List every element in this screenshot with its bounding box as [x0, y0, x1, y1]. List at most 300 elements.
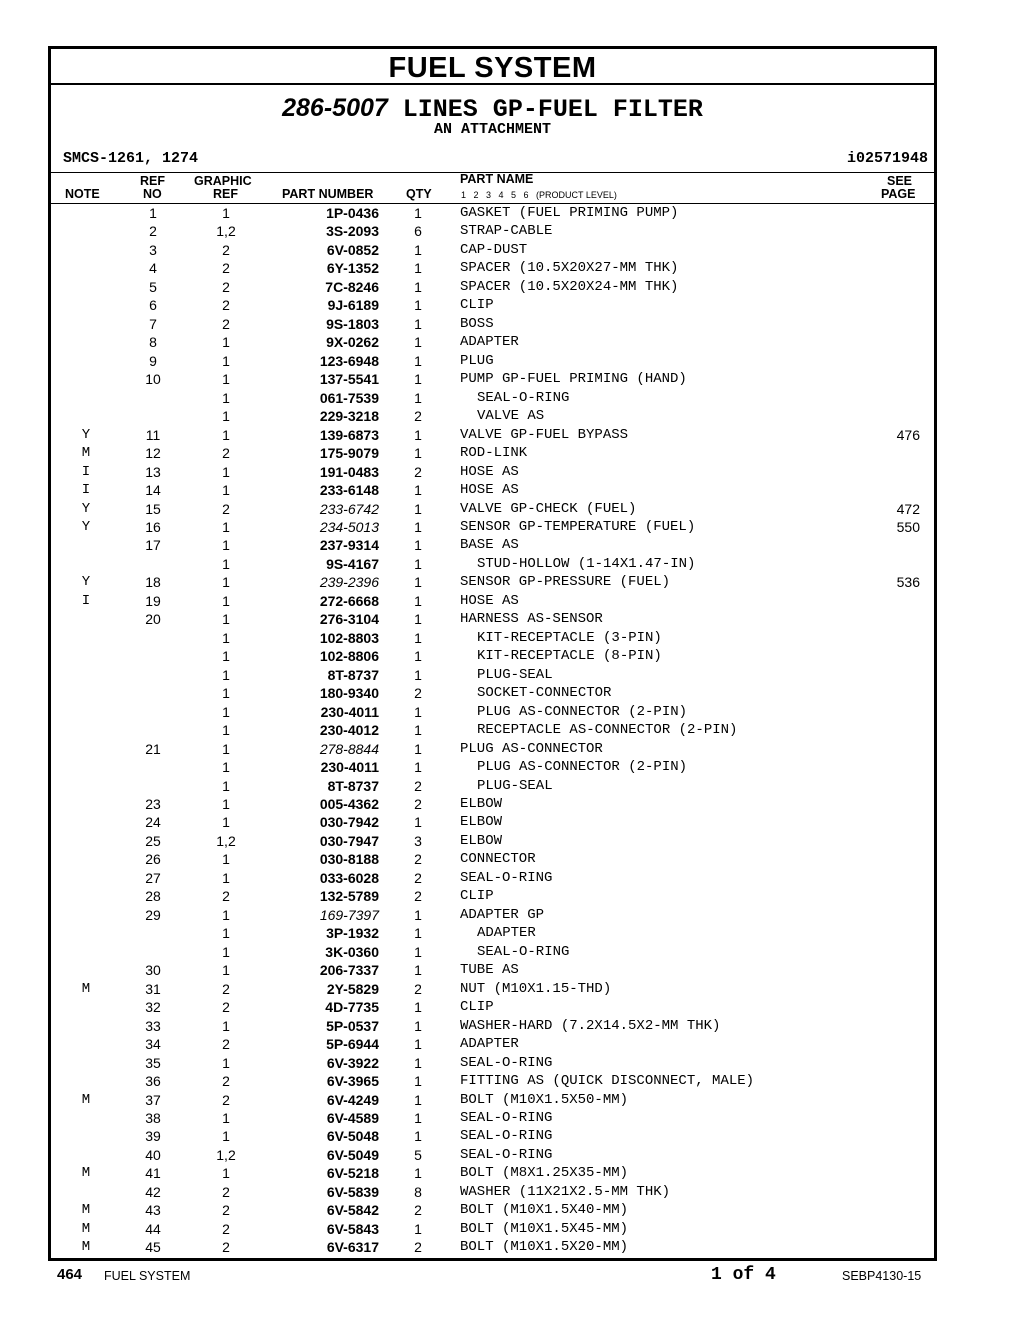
note-cell: M [81, 1165, 91, 1182]
qty-cell: 1 [414, 611, 422, 628]
qty-cell: 1 [414, 1109, 422, 1126]
part-name-cell: SPACER (10.5X20X27-MM THK) [460, 260, 679, 277]
group-name: LINES GP-FUEL FILTER [402, 95, 703, 124]
table-row [51, 1220, 934, 1238]
qty-cell: 1 [414, 629, 422, 646]
graphic-ref-cell: 1 [222, 1128, 230, 1145]
graphic-ref-cell: 1 [222, 1165, 230, 1182]
part-number-cell: 030-8188 [319, 851, 379, 868]
part-name-cell: HOSE AS [460, 482, 519, 499]
qty-cell: 5 [414, 1146, 422, 1163]
part-name-cell: SEAL-O-RING [477, 943, 570, 960]
table-row [51, 259, 934, 277]
ref-no-cell: 12 [145, 445, 161, 462]
table-row [51, 647, 934, 665]
graphic-ref-cell: 2 [222, 500, 230, 517]
table-row [51, 536, 934, 554]
part-name-cell: PLUG AS-CONNECTOR [460, 740, 603, 757]
part-number-cell: 005-4362 [319, 796, 379, 812]
ref-no-cell: 32 [145, 999, 161, 1016]
qty-cell: 1 [414, 814, 422, 831]
part-name-cell: HOSE AS [460, 463, 519, 480]
part-number-cell: 5P-6944 [326, 1036, 379, 1053]
note-cell: Y [81, 426, 91, 443]
part-number-cell: 6Y-1352 [326, 260, 379, 277]
graphic-ref-cell: 1 [222, 629, 230, 646]
table-row [51, 296, 934, 314]
table-row [51, 370, 934, 388]
parts-list-frame [48, 46, 937, 1261]
graphic-ref-cell: 1 [222, 371, 230, 388]
part-number-cell: 9S-4167 [326, 555, 379, 572]
part-number-cell: 8T-8737 [327, 666, 379, 683]
qty-cell: 1 [414, 241, 422, 258]
ref-no-cell: 42 [145, 1183, 161, 1200]
part-number-cell: 8T-8737 [327, 777, 379, 794]
page-of: 1 of 4 [711, 1265, 776, 1285]
qty-cell: 1 [414, 1036, 422, 1053]
ref-no-cell: 27 [145, 869, 161, 886]
part-name-cell: VALVE GP-FUEL BYPASS [460, 426, 629, 443]
table-row [51, 481, 934, 499]
ref-no-cell: 41 [145, 1165, 161, 1182]
qty-cell: 2 [414, 777, 422, 794]
ref-no-cell: 34 [145, 1036, 161, 1053]
part-number-cell: 6V-5049 [326, 1146, 379, 1163]
part-name-cell: ROD-LINK [460, 445, 528, 462]
see-page-cell: 550 [896, 518, 920, 535]
ref-no-cell: 21 [145, 740, 161, 757]
part-number-cell: 239-2396 [319, 574, 379, 591]
table-row [51, 721, 934, 739]
graphic-ref-cell: 1 [222, 962, 230, 979]
graphic-ref-cell: 1 [222, 796, 230, 812]
graphic-ref-cell: 1 [222, 814, 230, 831]
graphic-ref-cell: 2 [222, 1202, 230, 1219]
part-number-cell: 6V-3922 [326, 1054, 379, 1071]
table-row [51, 703, 934, 721]
qty-cell: 1 [414, 740, 422, 757]
part-number-cell: 233-6742 [319, 500, 379, 517]
part-number-cell: 278-8844 [319, 740, 379, 757]
ref-no-cell: 30 [145, 962, 161, 979]
note-cell: I [81, 463, 91, 480]
graphic-ref-cell: 1,2 [216, 832, 236, 849]
ref-no-cell: 4 [149, 260, 157, 277]
part-name-cell: NUT (M10X1.15-THD) [460, 980, 612, 997]
graphic-ref-cell: 1 [222, 518, 230, 535]
part-name-cell: VALVE GP-CHECK (FUEL) [460, 500, 637, 517]
qty-cell: 1 [414, 260, 422, 277]
part-name-cell: ADAPTER [460, 1036, 519, 1053]
part-number-cell: 5P-0537 [326, 1017, 379, 1034]
ref-no-cell: 45 [145, 1239, 161, 1256]
qty-cell: 1 [414, 592, 422, 609]
part-name-cell: CLIP [460, 888, 494, 905]
graphic-ref-cell: 1 [222, 205, 230, 221]
table-row [51, 1054, 934, 1072]
qty-cell: 1 [414, 278, 422, 295]
col-note: NOTE [65, 187, 100, 201]
table-row [51, 222, 934, 240]
qty-cell: 2 [414, 888, 422, 905]
col-qty: QTY [406, 187, 432, 201]
note-cell: M [81, 980, 91, 997]
qty-cell: 2 [414, 869, 422, 886]
ref-no-cell: 16 [145, 518, 161, 535]
graphic-ref-cell: 2 [222, 1239, 230, 1256]
graphic-ref-cell: 1 [222, 1054, 230, 1071]
table-row [51, 998, 934, 1016]
qty-cell: 1 [414, 445, 422, 462]
part-name-cell: SEAL-O-RING [460, 1146, 553, 1163]
part-number-cell: 233-6148 [319, 482, 379, 499]
part-name-cell: TUBE AS [460, 962, 519, 979]
part-name-cell: ELBOW [460, 796, 503, 812]
part-name-cell: SOCKET-CONNECTOR [477, 685, 612, 702]
part-number-cell: 3K-0360 [325, 943, 379, 960]
table-row [51, 241, 934, 259]
part-name-cell: HARNESS AS-SENSOR [460, 611, 603, 628]
graphic-ref-cell: 1 [222, 334, 230, 351]
ref-no-cell: 7 [149, 315, 157, 332]
part-name-cell: CONNECTOR [460, 851, 536, 868]
table-row [51, 1164, 934, 1182]
graphic-ref-cell: 2 [222, 1183, 230, 1200]
part-number-cell: 123-6948 [319, 352, 379, 369]
table-row [51, 961, 934, 979]
part-name-cell: ADAPTER [477, 925, 536, 942]
group-part-number: 286-5007 [282, 94, 388, 122]
graphic-ref-cell: 1 [222, 408, 230, 425]
graphic-ref-cell: 1 [222, 685, 230, 702]
ref-no-cell: 23 [145, 796, 161, 812]
table-row [51, 352, 934, 370]
graphic-ref-cell: 2 [222, 297, 230, 314]
qty-cell: 2 [414, 685, 422, 702]
part-number-cell: 229-3218 [319, 408, 379, 425]
part-number-cell: 169-7397 [319, 906, 379, 923]
part-name-cell: HOSE AS [460, 592, 519, 609]
part-name-cell: ADAPTER [460, 334, 519, 351]
table-row [51, 555, 934, 573]
part-name-cell: PLUG AS-CONNECTOR (2-PIN) [477, 703, 688, 720]
qty-cell: 1 [414, 389, 422, 406]
table-row [51, 943, 934, 961]
part-number-cell: 9X-0262 [326, 334, 379, 351]
note-cell: Y [81, 500, 91, 517]
part-number-cell: 6V-5839 [326, 1183, 379, 1200]
table-row [51, 906, 934, 924]
table-row [51, 333, 934, 351]
qty-cell: 1 [414, 518, 422, 535]
part-name-cell: SEAL-O-RING [477, 389, 570, 406]
ref-no-cell: 29 [145, 906, 161, 923]
col-part-name: PART NAME [460, 172, 534, 186]
qty-cell: 1 [414, 334, 422, 351]
part-name-cell: SEAL-O-RING [460, 1054, 553, 1071]
table-row [51, 204, 934, 222]
ref-no-cell: 8 [149, 334, 157, 351]
graphic-ref-cell: 2 [222, 980, 230, 997]
footer-section: FUEL SYSTEM [104, 1269, 191, 1283]
table-row [51, 980, 934, 998]
ref-no-cell: 19 [145, 592, 161, 609]
ref-no-cell: 37 [145, 1091, 161, 1108]
table-row [51, 463, 934, 481]
ref-no-cell: 15 [145, 500, 161, 517]
col-see-line2: PAGE [881, 187, 916, 201]
graphic-ref-cell: 1 [222, 759, 230, 776]
note-cell: I [81, 482, 91, 499]
part-number-cell: 230-4011 [320, 759, 379, 776]
part-number-cell: 3P-1932 [326, 925, 379, 942]
part-number-cell: 180-9340 [319, 685, 379, 702]
part-number-cell: 1P-0436 [326, 205, 379, 221]
qty-cell: 1 [414, 1054, 422, 1071]
graphic-ref-cell: 1 [222, 666, 230, 683]
table-row [51, 1183, 934, 1201]
qty-cell: 1 [414, 648, 422, 665]
graphic-ref-cell: 1 [222, 943, 230, 960]
table-row [51, 500, 934, 518]
part-number-cell: 206-7337 [319, 962, 379, 979]
part-number-cell: 102-8803 [319, 629, 379, 646]
graphic-ref-cell: 2 [222, 1036, 230, 1053]
part-name-cell: KIT-RECEPTACLE (8-PIN) [477, 648, 662, 665]
part-name-cell: SPACER (10.5X20X24-MM THK) [460, 278, 679, 295]
table-row [51, 389, 934, 407]
smcs-row [51, 148, 934, 173]
graphic-ref-cell: 1 [222, 555, 230, 572]
see-page-cell: 476 [896, 426, 920, 443]
graphic-ref-cell: 2 [222, 445, 230, 462]
graphic-ref-cell: 1 [222, 352, 230, 369]
qty-cell: 1 [414, 999, 422, 1016]
part-name-cell: ELBOW [460, 832, 503, 849]
part-name-cell: VALVE AS [477, 408, 545, 425]
part-name-cell: BOLT (M8X1.25X35-MM) [460, 1165, 629, 1182]
table-row [51, 407, 934, 425]
part-name-cell: FITTING AS (QUICK DISCONNECT, MALE) [460, 1073, 755, 1090]
table-row [51, 869, 934, 887]
part-number-cell: 033-6028 [319, 869, 379, 886]
part-name-cell: SENSOR GP-TEMPERATURE (FUEL) [460, 518, 696, 535]
graphic-ref-cell: 1 [222, 740, 230, 757]
part-number-cell: 030-7947 [319, 832, 379, 849]
ref-no-cell: 11 [145, 426, 161, 443]
table-row [51, 278, 934, 296]
part-number-cell: 234-5013 [319, 518, 379, 535]
qty-cell: 1 [414, 555, 422, 572]
part-number-cell: 132-5789 [319, 888, 379, 905]
ref-no-cell: 20 [145, 611, 161, 628]
qty-cell: 1 [414, 1091, 422, 1108]
table-row [51, 573, 934, 591]
part-name-cell: GASKET (FUEL PRIMING PUMP) [460, 205, 679, 221]
ref-no-cell: 43 [145, 1202, 161, 1219]
part-number-cell: 061-7539 [319, 389, 379, 406]
qty-cell: 1 [414, 371, 422, 388]
group-title [51, 94, 934, 122]
doc-id: SEBP4130-15 [842, 1269, 922, 1283]
qty-cell: 1 [414, 943, 422, 960]
part-number-cell: 102-8806 [319, 648, 379, 665]
ref-no-cell: 28 [145, 888, 161, 905]
table-row [51, 666, 934, 684]
graphic-ref-cell: 2 [222, 1073, 230, 1090]
ref-no-cell: 44 [145, 1220, 161, 1237]
part-number-cell: 6V-3965 [326, 1073, 379, 1090]
graphic-ref-cell: 1 [222, 869, 230, 886]
qty-cell: 1 [414, 1073, 422, 1090]
part-name-cell: STRAP-CABLE [460, 223, 553, 240]
table-row [51, 1127, 934, 1145]
part-name-cell: BOLT (M10X1.5X40-MM) [460, 1202, 629, 1219]
graphic-ref-cell: 1 [222, 777, 230, 794]
col-ref-line2: NO [143, 187, 162, 201]
part-name-cell: BASE AS [460, 537, 519, 554]
ref-no-cell: 2 [149, 223, 157, 240]
part-number-cell: 237-9314 [319, 537, 379, 554]
graphic-ref-cell: 1 [222, 648, 230, 665]
part-number-cell: 2Y-5829 [326, 980, 379, 997]
part-number-cell: 191-0483 [319, 463, 379, 480]
table-row [51, 426, 934, 444]
ref-no-cell: 25 [145, 832, 161, 849]
note-cell: M [81, 445, 91, 462]
part-name-cell: BOLT (M10X1.5X45-MM) [460, 1220, 629, 1237]
table-row [51, 813, 934, 831]
part-number-cell: 139-6873 [319, 426, 379, 443]
ref-no-cell: 1 [149, 205, 157, 221]
col-part-number: PART NUMBER [282, 187, 374, 201]
table-row [51, 924, 934, 942]
table-row [51, 610, 934, 628]
see-page-cell: 472 [896, 500, 920, 517]
graphic-ref-cell: 2 [222, 999, 230, 1016]
qty-cell: 1 [414, 722, 422, 739]
part-number-cell: 175-9079 [319, 445, 379, 462]
ref-no-cell: 5 [149, 278, 157, 295]
graphic-ref-cell: 1,2 [216, 1146, 236, 1163]
part-name-cell: PLUG AS-CONNECTOR (2-PIN) [477, 759, 688, 776]
qty-cell: 2 [414, 980, 422, 997]
qty-cell: 2 [414, 1202, 422, 1219]
qty-cell: 1 [414, 574, 422, 591]
graphic-ref-cell: 1 [222, 906, 230, 923]
part-number-cell: 230-4012 [319, 722, 379, 739]
part-name-cell: ELBOW [460, 814, 503, 831]
ref-no-cell: 38 [145, 1109, 161, 1126]
part-name-cell: CLIP [460, 297, 494, 314]
qty-cell: 1 [414, 703, 422, 720]
section-title: FUEL SYSTEM [51, 49, 934, 85]
qty-cell: 1 [414, 352, 422, 369]
col-graphic-line1: GRAPHIC [194, 174, 252, 188]
graphic-ref-cell: 1 [222, 389, 230, 406]
table-row [51, 850, 934, 868]
illustration-id: i02571948 [846, 150, 928, 167]
part-name-cell: KIT-RECEPTACLE (3-PIN) [477, 629, 662, 646]
part-number-cell: 3S-2093 [326, 223, 379, 240]
part-number-cell: 6V-0852 [326, 241, 379, 258]
part-name-cell: BOLT (M10X1.5X50-MM) [460, 1091, 629, 1108]
qty-cell: 1 [414, 906, 422, 923]
graphic-ref-cell: 1,2 [216, 223, 236, 240]
page-footer [0, 1265, 1020, 1289]
part-number-cell: 6V-5218 [326, 1165, 379, 1182]
part-name-cell: PLUG-SEAL [477, 666, 553, 683]
part-name-cell: CLIP [460, 999, 494, 1016]
ref-no-cell: 26 [145, 851, 161, 868]
part-number-cell: 9S-1803 [326, 315, 379, 332]
qty-cell: 1 [414, 666, 422, 683]
part-number-cell: 6V-5842 [326, 1202, 379, 1219]
part-number-cell: 9J-6189 [327, 297, 379, 314]
ref-no-cell: 35 [145, 1054, 161, 1071]
graphic-ref-cell: 1 [222, 426, 230, 443]
qty-cell: 1 [414, 962, 422, 979]
qty-cell: 2 [414, 1239, 422, 1256]
graphic-ref-cell: 1 [222, 592, 230, 609]
part-name-cell: BOLT (M10X1.5X20-MM) [460, 1239, 629, 1256]
note-cell: M [81, 1239, 91, 1256]
smcs-code: SMCS-1261, 1274 [63, 150, 199, 167]
graphic-ref-cell: 2 [222, 278, 230, 295]
qty-cell: 1 [414, 537, 422, 554]
col-see-line1: SEE [887, 174, 913, 188]
table-row [51, 1072, 934, 1090]
table-row [51, 315, 934, 333]
graphic-ref-cell: 1 [222, 703, 230, 720]
note-cell: Y [81, 518, 91, 535]
col-product-levels: 1 2 3 4 5 6 (PRODUCT LEVEL) [461, 190, 617, 200]
graphic-ref-cell: 1 [222, 574, 230, 591]
table-row [51, 444, 934, 462]
table-row [51, 684, 934, 702]
qty-cell: 8 [414, 1183, 422, 1200]
ref-no-cell: 9 [149, 352, 157, 369]
graphic-ref-cell: 2 [222, 241, 230, 258]
qty-cell: 2 [414, 408, 422, 425]
part-name-cell: PLUG-SEAL [477, 777, 553, 794]
part-number-cell: 6V-5843 [326, 1220, 379, 1237]
qty-cell: 3 [414, 832, 422, 849]
table-row [51, 1109, 934, 1127]
part-number-cell: 030-7942 [319, 814, 379, 831]
part-name-cell: RECEPTACLE AS-CONNECTOR (2-PIN) [477, 722, 738, 739]
part-name-cell: ADAPTER GP [460, 906, 545, 923]
note-cell: M [81, 1202, 91, 1219]
ref-no-cell: 36 [145, 1073, 161, 1090]
qty-cell: 1 [414, 1220, 422, 1237]
graphic-ref-cell: 1 [222, 537, 230, 554]
see-page-cell: 536 [896, 574, 920, 591]
part-name-cell: PLUG [460, 352, 494, 369]
note-cell: I [81, 592, 91, 609]
part-name-cell: WASHER-HARD (7.2X14.5X2-MM THK) [460, 1017, 721, 1034]
ref-no-cell: 17 [145, 537, 161, 554]
ref-no-cell: 39 [145, 1128, 161, 1145]
ref-no-cell: 33 [145, 1017, 161, 1034]
graphic-ref-cell: 2 [222, 1091, 230, 1108]
part-name-cell: WASHER (11X21X2.5-MM THK) [460, 1183, 671, 1200]
graphic-ref-cell: 1 [222, 851, 230, 868]
note-cell: Y [81, 574, 91, 591]
page-number: 464 [57, 1266, 83, 1283]
table-row [51, 629, 934, 647]
